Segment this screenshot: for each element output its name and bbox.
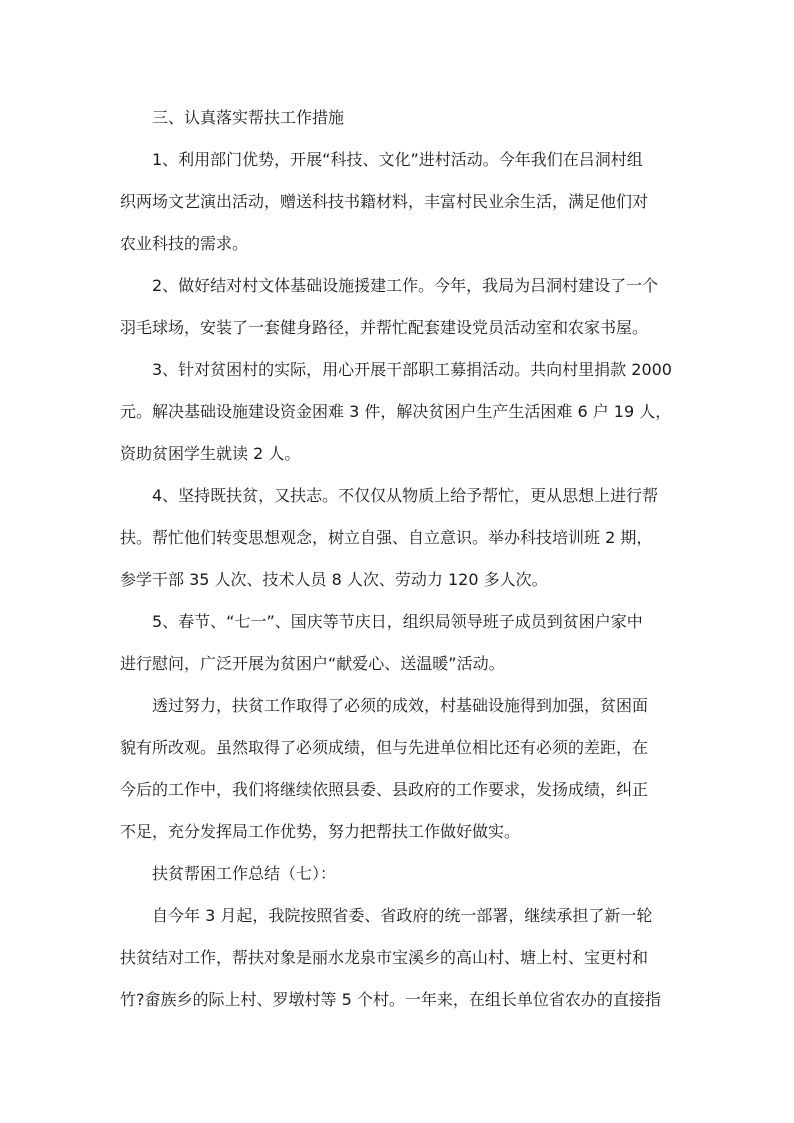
paragraph-line: 羽毛球场，安装了一套健身路径，并帮忙配套建设党员活动室和农家书屋。 xyxy=(120,318,649,337)
paragraph-line: 织两场文艺演出活动，赠送科技书籍材料，丰富村民业余生活，满足他们对 xyxy=(120,192,649,211)
paragraph-line: 竹?畲族乡的际上村、罗墩村等 5 个村。一年来，在组长单位省农办的直接指 xyxy=(120,990,661,1009)
paragraph-line: 貌有所改观。虽然取得了必须成绩，但与先进单位相比还有必须的差距，在 xyxy=(120,738,649,757)
section-heading: 三、认真落实帮扶工作措施 xyxy=(152,108,345,127)
paragraph-line: 资助贫困学生就读 2 人。 xyxy=(120,444,301,463)
paragraph-line: 参学干部 35 人次、技术人员 8 人次、劳动力 120 多人次。 xyxy=(120,570,548,589)
paragraph-line: 元。解决基础设施建设资金困难 3 件，解决贫困户生产生活困难 6 户 19 人， xyxy=(120,402,672,421)
paragraph-line: 不足，充分发挥局工作优势，努力把帮扶工作做好做实。 xyxy=(120,822,521,841)
subheading: 扶贫帮困工作总结（七）： xyxy=(152,864,337,883)
paragraph-line: 4、坚持既扶贫，又扶志。不仅仅从物质上给予帮忙，更从思想上进行帮 xyxy=(152,486,659,505)
paragraph-line: 2、做好结对村文体基础设施援建工作。今年，我局为吕洞村建设了一个 xyxy=(152,276,659,295)
paragraph-line: 扶贫结对工作，帮扶对象是丽水龙泉市宝溪乡的高山村、塘上村、宝更村和 xyxy=(120,948,649,967)
paragraph-line: 自今年 3 月起，我院按照省委、省政府的统一部署，继续承担了新一轮 xyxy=(152,906,653,925)
paragraph-line: 1、利用部门优势，开展“科技、文化”进村活动。今年我们在吕洞村组 xyxy=(152,150,643,169)
paragraph-line: 进行慰问，广泛开展为贫困户“献爱心、送温暖”活动。 xyxy=(120,654,505,673)
paragraph-line: 农业科技的需求。 xyxy=(120,234,249,253)
paragraph-line: 透过努力，扶贫工作取得了必须的成效，村基础设施得到加强，贫困面 xyxy=(152,696,649,715)
paragraph-line: 扶。帮忙他们转变思想观念，树立自强、自立意识。举办科技培训班 2 期， xyxy=(120,528,653,547)
paragraph-line: 3、针对贫困村的实际，用心开展干部职工募捐活动。共向村里捐款 2000 xyxy=(152,360,672,379)
paragraph-line: 5、春节、“七一”、国庆等节庆日，组织局领导班子成员到贫困户家中 xyxy=(152,612,643,631)
paragraph-line: 今后的工作中，我们将继续依照县委、县政府的工作要求，发扬成绩，纠正 xyxy=(120,780,649,799)
